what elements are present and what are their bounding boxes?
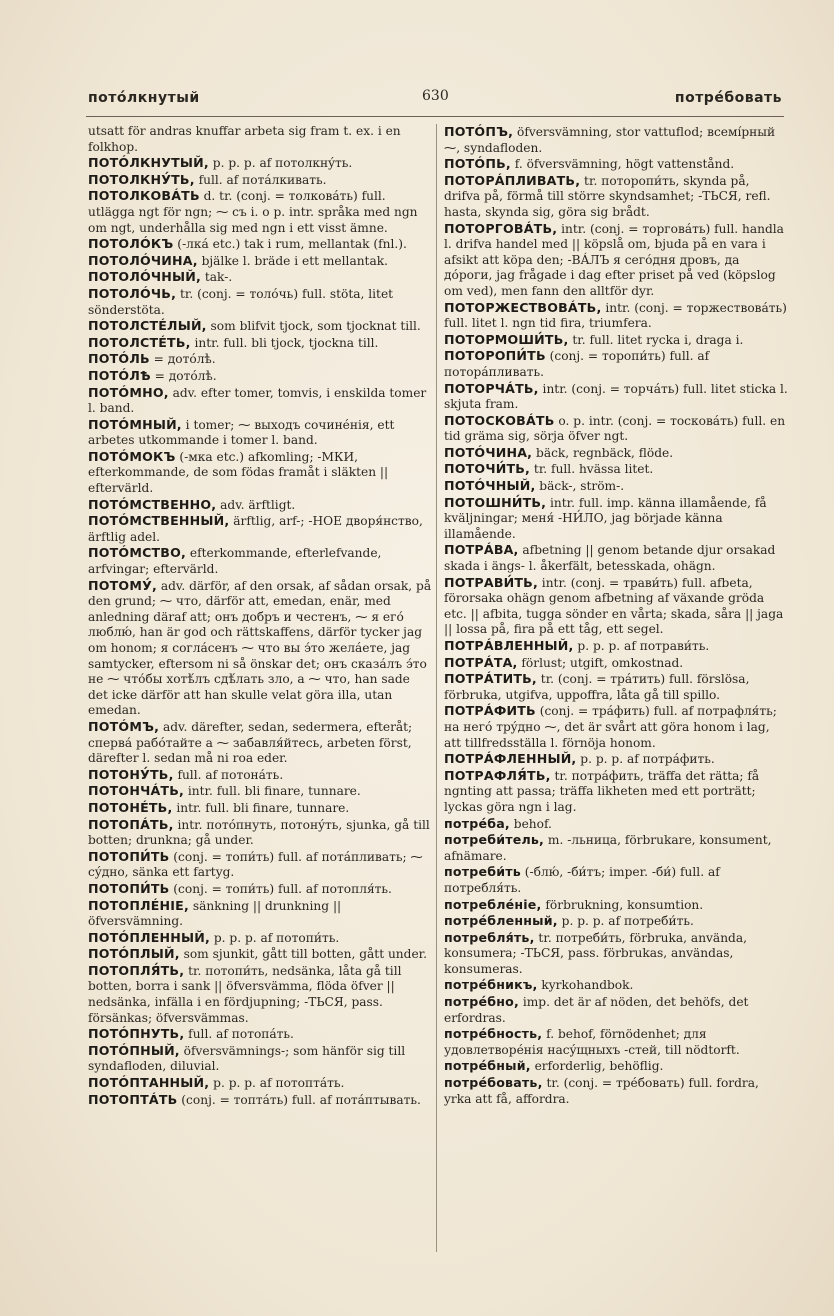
entry-headword: ПОТОМУ́,: [88, 577, 157, 593]
entry-definition: imp. det är af nöden, det behöfs, det erfordras.: [444, 995, 749, 1025]
entry-definition: efterkommande, efterlefvande, arfvingar; eftervärld.: [88, 546, 382, 577]
entry-headword: потрéбно,: [444, 994, 519, 1010]
dictionary-entry: [88, 449, 432, 497]
entry-definition: (conj. = топтáть) full. af потáптывать.: [177, 1092, 421, 1107]
entry-headword: ПОТÓМНЫЙ,: [88, 416, 182, 432]
entry-definition: ärftlig, arf-; -НОЕ дворя́нство, ärftlig adel.: [88, 514, 423, 544]
dictionary-entry: [88, 545, 432, 577]
dictionary-entry: [444, 1075, 788, 1107]
entry-definition: full. af потопáть.: [184, 1027, 294, 1042]
dictionary-entry: [444, 913, 788, 930]
entry-headword: ПОТОЛÓКЪ: [88, 236, 174, 252]
entry-definition: öfversvämnings-; som hänför sig till syndafloden, diluvial.: [88, 1043, 406, 1074]
dictionary-entry: [444, 124, 788, 156]
entry-headword: потрéбникъ,: [444, 977, 538, 993]
entry-definition: som sjunkit, gått till botten, gått under.: [179, 947, 428, 962]
entry-definition: full. af потáлкивать.: [194, 172, 327, 187]
entry-definition: p. p. p. af потрáфить.: [576, 752, 715, 767]
entry-headword: ПОТÓЛЬ: [88, 351, 150, 367]
entry-headword: ПОТÓМСТВО,: [88, 545, 186, 561]
entry-headword: ПОТОПÁТЬ,: [88, 816, 174, 832]
entry-definition: m. -льница, förbrukare, konsument, afnämare.: [444, 833, 772, 863]
entry-headword: ПОТÓМСТВЕННЫЙ,: [88, 513, 230, 529]
dictionary-entry: [88, 800, 432, 817]
entry-headword: ПОТОЛКОВÁТЬ: [88, 188, 200, 204]
dictionary-entry: [88, 497, 432, 514]
dictionary-entry: [88, 817, 432, 849]
dictionary-entry: [88, 335, 432, 352]
entry-headword: потреблéніе,: [444, 896, 542, 912]
dictionary-entry: [88, 385, 432, 417]
dictionary-entry: [444, 703, 788, 751]
entry-definition: (conj. = топи́ть) full. af потáпливать; ⁓ сýдно, sänka ett fartyg.: [88, 849, 423, 880]
dictionary-entry: [444, 751, 788, 768]
entry-definition: tr. (conj. = толóчь) full. stöta, litet sönderstöta.: [88, 286, 394, 317]
dictionary-entry: [444, 542, 788, 574]
entry-headword: ПОТРÁТА,: [444, 654, 518, 670]
entry-definition: tr. full. hvässa litet.: [530, 462, 654, 477]
entry-headword: ПОТÓПТАННЫЙ,: [88, 1075, 210, 1091]
entry-definition: (conj. = топи́ть) full. af потопля́ть.: [169, 881, 392, 896]
dictionary-entry: [88, 172, 432, 189]
entry-headword: ПОТРАФЛЯ́ТЬ,: [444, 767, 551, 783]
page-header: [88, 88, 782, 110]
entry-headword: ПОТОРОПИ́ТЬ: [444, 348, 546, 364]
dictionary-entry: [444, 638, 788, 655]
entry-definition: tr. поторопи́ть, skynda på, drifva på, förmå till större skyndsamhet; -ТЬСЯ, refl. hasta, skynda sig, göra sig brådt.: [444, 173, 771, 219]
entry-definition: (-мка etc.) afkomling; -МКИ, efterkommande, de som födas framåt i släkten || eftervärld.: [88, 449, 389, 496]
dictionary-entry: [88, 578, 432, 719]
dictionary-entry: [88, 783, 432, 800]
entry-headword: ПОТÓПЛЫЙ,: [88, 946, 180, 962]
entry-definition: o. p. intr. (conj. = тосковáть) full. en tid gräma sig, sörja öfver ngt.: [444, 413, 786, 444]
entry-definition: f. öfversvämning, högt vattenstånd.: [510, 157, 735, 172]
entry-definition: f. behof, förnödenhet; для удовлетворéнія насýщныхъ -стей, till nödtorft.: [444, 1027, 740, 1057]
entry-definition: (-блю́, -би́тъ; imper. -би́) full. af потребля́ть.: [444, 865, 720, 895]
entry-headword: потрéбность,: [444, 1026, 543, 1042]
dictionary-entry: [444, 832, 788, 864]
dictionary-entry: [444, 348, 788, 380]
entry-headword: ПОТОРМОШИ́ТЬ,: [444, 331, 569, 347]
entry-definition: p. p. p. af потреби́ть.: [557, 914, 694, 929]
entry-headword: потрéбный,: [444, 1058, 531, 1074]
entry-definition: förlust; utgift, omkostnad.: [517, 655, 684, 670]
dictionary-entry: [444, 381, 788, 413]
entry-definition: intr. (conj. = торговáть) full. handla l. drifva handel med || köpslå om, bjuda på en vara i afsikt att köpa den; -ВÁЛЪ я сегóдня дровъ, да дóроги, jag frågade i dag efter priset på ved (köpslog om ved), men fann den alltför dyr.: [444, 221, 784, 298]
entry-definition: intr. full. imp. känna illamående, få kväljningar; меня́ -НИ́ЛО, jag började känna illamående.: [444, 495, 767, 541]
entry-definition: adv. därför, af den orsak, af sådan orsak, på den grund; ⁓ что, därför att, emedan, enär, med anledning däraf att; онъ добръ и честенъ, ⁓ я его́ люблю́, han är god och rättskaffens, därför tycker jag om honom; я соглáсенъ ⁓ что вы э́то желáете, jag samtycker, eftersom ni så önskar det; онъ сказáлъ э́то не ⁓ что́бы хотѣ́лъ сдѣ́лать зло, а ⁓ что, han sade det icke därför att han skulle velat göra illa, utan emedan.: [88, 578, 432, 718]
dictionary-entry: [444, 445, 788, 462]
entry-headword: ПОТÓПЪ,: [444, 124, 514, 139]
entry-headword: ПОТОРГОВÁТЬ,: [444, 220, 558, 236]
dictionary-entry: [88, 513, 432, 545]
entry-headword: ПОТÓЧНЫЙ,: [444, 478, 536, 494]
page-number: 630: [422, 88, 449, 104]
entry-headword: ПОТОНЧÁТЬ,: [88, 783, 184, 799]
dictionary-entry: [444, 816, 788, 833]
entry-headword: потрéбленный,: [444, 913, 558, 929]
entry-headword: потребля́ть,: [444, 929, 535, 945]
header-rule: [86, 116, 784, 117]
entry-definition: kyrkohandbok.: [537, 978, 634, 993]
dictionary-entry: [88, 1026, 432, 1043]
entry-headword: потреби́ть: [444, 864, 521, 880]
entry-headword: ПОТРÁФЛЕННЫЙ,: [444, 751, 577, 767]
entry-definition: bäck-, ström-.: [535, 479, 625, 494]
entry-definition: intr. full. bli tjock, tjockna till.: [190, 335, 379, 350]
entry-headword: ПОТОНÉТЬ,: [88, 799, 173, 815]
entry-headword: ПОТРÁВЛЕННЫЙ,: [444, 638, 574, 653]
dictionary-entry: [444, 671, 788, 703]
entry-definition: bjälke l. bräde i ett mellantak.: [197, 253, 388, 268]
dictionary-entry: [88, 1075, 432, 1092]
entry-headword: ПОТОПЛÉНІЕ,: [88, 897, 189, 913]
entry-definition: p. p. p. af потрави́ть.: [573, 639, 710, 653]
dictionary-entry: [444, 930, 788, 978]
dictionary-entry: [444, 300, 788, 332]
entry-definition: adv. efter tomer, tomvis, i enskilda tomer l. band.: [88, 385, 427, 416]
dictionary-entry: [88, 719, 432, 767]
dictionary-entry: [88, 269, 432, 286]
entry-headword: ПОТОПЛЯ́ТЬ,: [88, 962, 185, 978]
right-column: [444, 124, 788, 1107]
entry-headword: ПОТОЛСТÉТЬ,: [88, 334, 191, 350]
entry-headword: ПОТОЧИ́ТЬ,: [444, 461, 531, 477]
entry-headword: ПОТÓМСТВЕННО,: [88, 496, 217, 512]
dictionary-entry: [444, 1058, 788, 1075]
dictionary-entry: [88, 318, 432, 335]
entry-headword: ПОТÓМНО,: [88, 384, 169, 400]
entry-definition: tr. потрáфить, träffa det rätta; få ngnting att passa; träffa likheten med ett porträtt; lyckas göra ngn i lag.: [444, 768, 760, 814]
dictionary-entry: [444, 332, 788, 349]
entry-headword: ПОТОСКОВÁТЬ: [444, 412, 555, 428]
dictionary-entry: [88, 898, 432, 930]
entry-headword: ПОТÓЧИНА,: [444, 444, 533, 460]
entry-definition: afbetning || genom betande djur orsakad skada i ängs- l. åkerfält, betesskada, ohägn.: [444, 543, 776, 574]
dictionary-entry: [88, 849, 432, 881]
dictionary-entry: [444, 221, 788, 300]
entry-definition: tr. full. litet rycka i, draga i.: [568, 332, 744, 347]
entry-headword: ПОТОЛÓЧНЫЙ,: [88, 269, 201, 285]
entry-headword: ПОТОРЖЕСТВОВÁТЬ,: [444, 299, 602, 315]
entry-definition: som blifvit tjock, som tjocknat till.: [206, 319, 421, 334]
dictionary-entry: [88, 963, 432, 1026]
entry-definition: p. p. p. af потолкнýть.: [208, 156, 353, 171]
dictionary-entry: [444, 864, 788, 896]
dictionary-entry: [88, 351, 432, 368]
dictionary-entry: [88, 1092, 432, 1109]
entry-headword: ПОТÓПНУТЬ,: [88, 1026, 185, 1042]
entry-definition: i tomer; ⁓ выходъ сочинéнія, ett arbetes utkommande i tomer l. band.: [88, 417, 395, 448]
entry-headword: ПОТÓПЛЕННЫЙ,: [88, 929, 210, 945]
entry-headword: ПОТÓМЪ,: [88, 718, 160, 734]
dictionary-entry: [444, 897, 788, 914]
entry-definition: adv. ärftligt.: [216, 497, 296, 512]
entry-definition: intr. (conj. = трави́ть) full. afbeta, förorsaka ohägn genom afbetning af växande gröda etc. || afbita, tugga sönder en vårta; skada, såra || jaga || lossa på, fira på ett tåg, ett segel.: [444, 575, 784, 637]
entry-headword: ПОТОНУ́ТЬ,: [88, 766, 174, 782]
entry-headword: ПОТРАВИ́ТЬ,: [444, 574, 538, 590]
right-running-head: потрéбовать: [674, 90, 782, 106]
entry-headword: потрéбовать,: [444, 1075, 543, 1091]
dictionary-entry: [444, 413, 788, 445]
left-column: [88, 124, 432, 1108]
dictionary-entry: [444, 575, 788, 638]
dictionary-entry: [88, 417, 432, 449]
entry-definition: (conj. = трáфить) full. af потрафля́ть; на негó трýдно ⁓, det är svårt att göra honom i lag, att tillfredsställa l. förnöja honom.: [444, 704, 777, 750]
dictionary-entry: [444, 1026, 788, 1058]
entry-definition: tr. потопи́ть, nedsänka, låta gå till botten, borra i sank || öfversvämma, flöda öfver || nedsänka, infälla i en fördjupning; -ТЬСЯ, pass. försänkas; öfversvämmas.: [88, 963, 402, 1025]
entry-definition: intr. full. bli finare, tunnare.: [172, 800, 350, 815]
dictionary-entry: [88, 253, 432, 270]
entry-headword: потреби́тель,: [444, 832, 545, 848]
entry-headword: ПОТРÁФИТЬ: [444, 703, 536, 719]
entry-definition: (-лкá etc.) tak i rum, mellantak (fnl.).: [173, 237, 407, 252]
entry-headword: ПОТОРÁПЛИВАТЬ,: [444, 172, 581, 188]
entry-definition: intr. full. bli finare, tunnare.: [183, 784, 361, 799]
entry-definition: sänkning || drunkning || öfversvämning.: [88, 898, 342, 929]
left-running-head: потóлкнутый: [88, 90, 200, 106]
dictionary-entry: [444, 655, 788, 672]
entry-headword: ПОТОЛСТÉЛЫЙ,: [88, 318, 207, 334]
entry-definition: intr. потóпнуть, потонýть, sjunka, gå till botten; drunkna; gå under.: [88, 817, 430, 848]
entry-headword: ПОТРÁТИТЬ,: [444, 671, 537, 687]
entry-headword: ПОТÓМОКЪ: [88, 448, 176, 464]
dictionary-entry: [88, 881, 432, 898]
dictionary-entry: [444, 173, 788, 221]
dictionary-entry: [444, 977, 788, 994]
entry-headword: ПОТОПИ́ТЬ: [88, 848, 170, 864]
entry-definition: tr. (conj. = трéбовать) full. fordra, yrka att få, affordra.: [444, 1076, 759, 1106]
dictionary-entry: [444, 994, 788, 1026]
entry-headword: ПОТОРЧÁТЬ,: [444, 380, 539, 396]
entry-definition: = дотóлѣ.: [150, 368, 217, 383]
dictionary-entry: [444, 156, 788, 173]
dictionary-entry: [444, 461, 788, 478]
dictionary-entry: [88, 236, 432, 253]
entry-headword: ПОТÓПЬ,: [444, 156, 511, 172]
entry-headword: ПОТÓЛКНУТЫЙ,: [88, 155, 209, 171]
dictionary-entry: [88, 930, 432, 947]
entry-definition: förbrukning, konsumtion.: [541, 897, 704, 912]
dictionary-entry: [444, 495, 788, 543]
entry-definition: d. tr. (conj. = толковáть) full. utlägga ngt för ngn; ⁓ съ i. o p. intr. språka med ngn om ngt, underhålla sig med ngn i ett visst ämne.: [88, 189, 418, 235]
dictionary-entry: [88, 188, 432, 236]
entry-definition: adv. därefter, sedan, sedermera, efteråt; сперва́ рабóтайте а ⁓ забавля́йтесь, arbeten först, därefter l. sedan må ni roa eder.: [88, 719, 413, 766]
entry-definition: full. af потонáть.: [173, 767, 284, 782]
dictionary-entry: [88, 1043, 432, 1075]
entry-definition: bäck, regnbäck, flöde.: [532, 445, 674, 460]
dictionary-entry: [88, 286, 432, 318]
entry-headword: ПОТОЛКНУ́ТЬ,: [88, 171, 195, 187]
dictionary-entry: [88, 946, 432, 963]
entry-definition: öfversvämning, stor vattuflod; всемíрный ⁓, syndafloden.: [444, 125, 776, 155]
entry-definition: (conj. = торопи́ть) full. af поторáпливать.: [444, 349, 710, 379]
entry-definition: tr. (conj. = трáтить) full. förslösa, förbruka, utgifva, uppoffra, låta gå till spillo.: [444, 672, 750, 702]
dictionary-entry: [88, 368, 432, 385]
entry-definition: behof.: [509, 816, 552, 831]
dictionary-entry: [444, 478, 788, 495]
dictionary-entry: [88, 155, 432, 172]
entry-headword: ПОТОПТÁТЬ: [88, 1091, 178, 1107]
entry-definition: tr. потреби́ть, förbruka, använda, konsumera; -ТЬСЯ, pass. förbrukas, användas, konsumeras.: [444, 930, 747, 976]
entry-headword: ПОТОШНИ́ТЬ,: [444, 494, 547, 510]
entry-definition: = дотóлѣ.: [149, 352, 216, 367]
entry-definition: p. p. p. af потопи́ть.: [210, 930, 340, 945]
entry-headword: ПОТОПИ́ТЬ: [88, 880, 170, 896]
entry-definition: p. p. p. af потоптáть.: [209, 1076, 345, 1091]
entry-headword: потрéба,: [444, 815, 510, 831]
column-divider: [436, 124, 437, 1252]
dictionary-entry: [88, 767, 432, 784]
entry-headword: ПОТРÁВА,: [444, 542, 519, 558]
entry-headword: ПОТÓЛѢ: [88, 367, 151, 383]
entry-definition: erforderlig, behöflig.: [530, 1059, 664, 1074]
dictionary-entry: [444, 768, 788, 816]
dictionary-entry: [88, 124, 432, 155]
entry-definition: intr. (conj. = торчáть) full. litet sticka l. skjuta fram.: [444, 381, 788, 412]
entry-headword: ПОТОЛÓЧИНА,: [88, 252, 198, 268]
entry-definition: intr. (conj. = торжествовáть) full. litet l. ngn tid fira, triumfera.: [444, 300, 787, 331]
entry-definition: utsatt för andras knuffar arbeta sig fram t. ex. i en folkhop.: [88, 124, 401, 154]
entry-headword: ПОТÓПНЫЙ,: [88, 1042, 180, 1058]
entry-headword: ПОТОЛÓЧЬ,: [88, 285, 177, 301]
entry-definition: tak-.: [201, 270, 233, 285]
